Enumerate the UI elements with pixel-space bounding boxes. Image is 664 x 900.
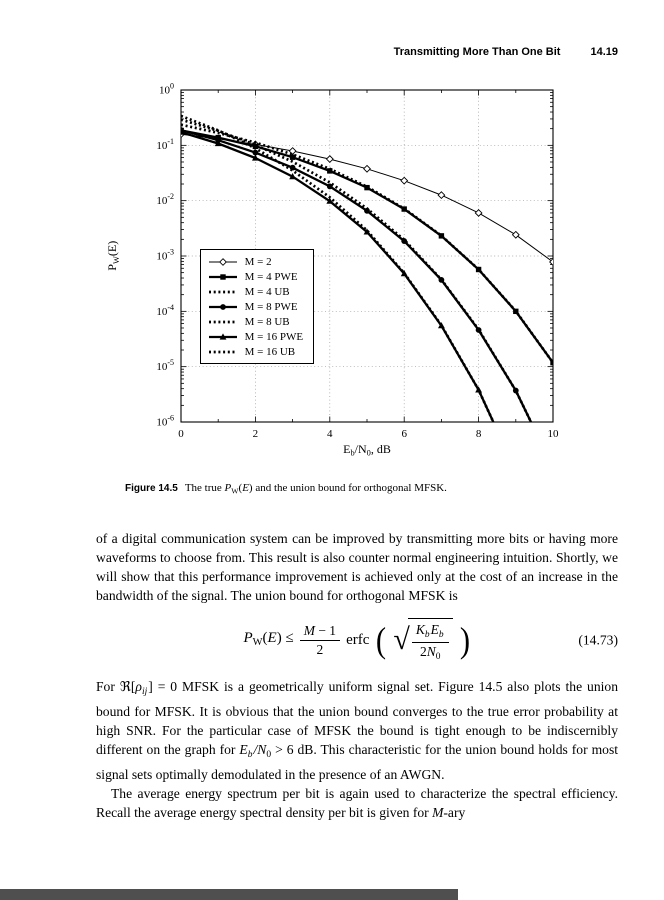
radicand (408, 618, 453, 662)
scan-artifact-bar (0, 889, 458, 900)
svg-text:4: 4 (327, 428, 333, 440)
legend-item (208, 315, 303, 328)
legend-line-sample (208, 331, 238, 343)
svg-text:10-6: $10^{-6}$ (156, 413, 174, 429)
legend-label: M = 4 PWE (244, 270, 298, 283)
svg-text:10-5: $10^{-5}$ (156, 358, 174, 374)
chart (97, 76, 567, 468)
svg-text:10-3: $10^{-3}$ (156, 247, 174, 263)
figure-caption-text: The true $P_W(E)$ and the union bound for orthogonal MFSK. (184, 482, 447, 496)
svg-text:10: 10 (547, 428, 559, 440)
legend-item (208, 270, 303, 283)
paragraph-2: For $ℜ[\rho_{ij}] = 0$ MFSK is a geometrically uniform signal set. Figure 14.5 also plots the union bound for MFSK. It is obvious that the union bound converges to the true error probability at high SNR. For the particular case of MFSK the bound is tight enough to be indiscernibly different on the graph for $E_b/N_0 > 6$ dB. This characteristic for the union bound holds for most signal sets optimally demodulated in the presence of an AWGN. (96, 679, 619, 783)
svg-text:10-2: $10^{-2}$ (156, 192, 174, 208)
svg-text:10-4: $10^{-4}$ (156, 302, 174, 318)
equation-fraction (300, 623, 340, 657)
legend-item (208, 255, 303, 268)
right-paren: ) (459, 619, 470, 660)
page-header (96, 46, 618, 58)
svg-text:2: 2 (252, 428, 259, 440)
svg-text:0: 0 (178, 428, 184, 440)
legend-line-sample (208, 301, 238, 313)
body-text (96, 529, 618, 822)
equation-14-73 (96, 618, 618, 662)
equation-number: (14.73) (578, 632, 618, 648)
legend-line-sample (208, 271, 238, 283)
legend-item (208, 285, 303, 298)
legend-label: M = 8 UB (244, 315, 290, 328)
legend-label: M = 4 UB (244, 285, 290, 298)
legend-line-sample (208, 286, 238, 298)
legend-line-sample (208, 346, 238, 358)
paragraph-3: The average energy spectrum per bit is again used to characterize the spectral efficiency. Recall the average energy spectral density per bit is given for M-ary (96, 786, 618, 821)
x-axis-label: $E_b/N_0$, dB (343, 442, 391, 458)
radicand-fraction (412, 622, 449, 662)
svg-text:100: $10^0$ (159, 81, 174, 97)
legend-item (208, 345, 303, 358)
running-head-title: Transmitting More Than One Bit (393, 46, 561, 58)
chart-legend (200, 249, 314, 364)
paragraph-1: of a digital communication system can be improved by transmitting more bits or having more waveforms to choose from. This result is also counter normal engineering intuition. Shortly, we will show that this performance improvement is achieved only at the cost of an increase in the bandwidth of the signal. The union bound for orthogonal MFSK is (96, 531, 618, 603)
figure-caption (125, 482, 567, 495)
radical-sign: √ (393, 623, 410, 657)
legend-item (208, 300, 303, 313)
legend-label: M = 16 PWE (244, 330, 304, 343)
svg-text:8: 8 (475, 428, 482, 440)
legend-label: M = 2 (244, 255, 272, 268)
erfc-function: erfc (346, 631, 370, 648)
legend-line-sample (208, 256, 238, 268)
legend-item (208, 330, 303, 343)
page-number: 14.19 (590, 46, 618, 58)
svg-text:10-1: $10^{-1}$ (156, 136, 174, 152)
y-axis-label: $P_W(E)$ (105, 240, 121, 271)
radicand-numerator: $K_bE_b$ (412, 622, 449, 643)
legend-label: M = 8 PWE (244, 300, 298, 313)
fraction-numerator: M − 1 (300, 623, 340, 641)
fraction-denominator: 2 (316, 641, 324, 657)
figure-caption-label: Figure 14.5 (125, 483, 178, 494)
equation-body (243, 618, 470, 662)
equation-lhs: $P_W(E)$ ≤ (243, 629, 294, 648)
legend-line-sample (208, 316, 238, 328)
legend-label: M = 16 UB (244, 345, 296, 358)
figure-14-5 (97, 76, 567, 495)
square-root (393, 618, 452, 662)
svg-text:6: 6 (401, 428, 407, 440)
radicand-denominator: $2N_0$ (419, 643, 441, 662)
left-paren: ( (376, 619, 387, 660)
chart-canvas (127, 76, 567, 468)
